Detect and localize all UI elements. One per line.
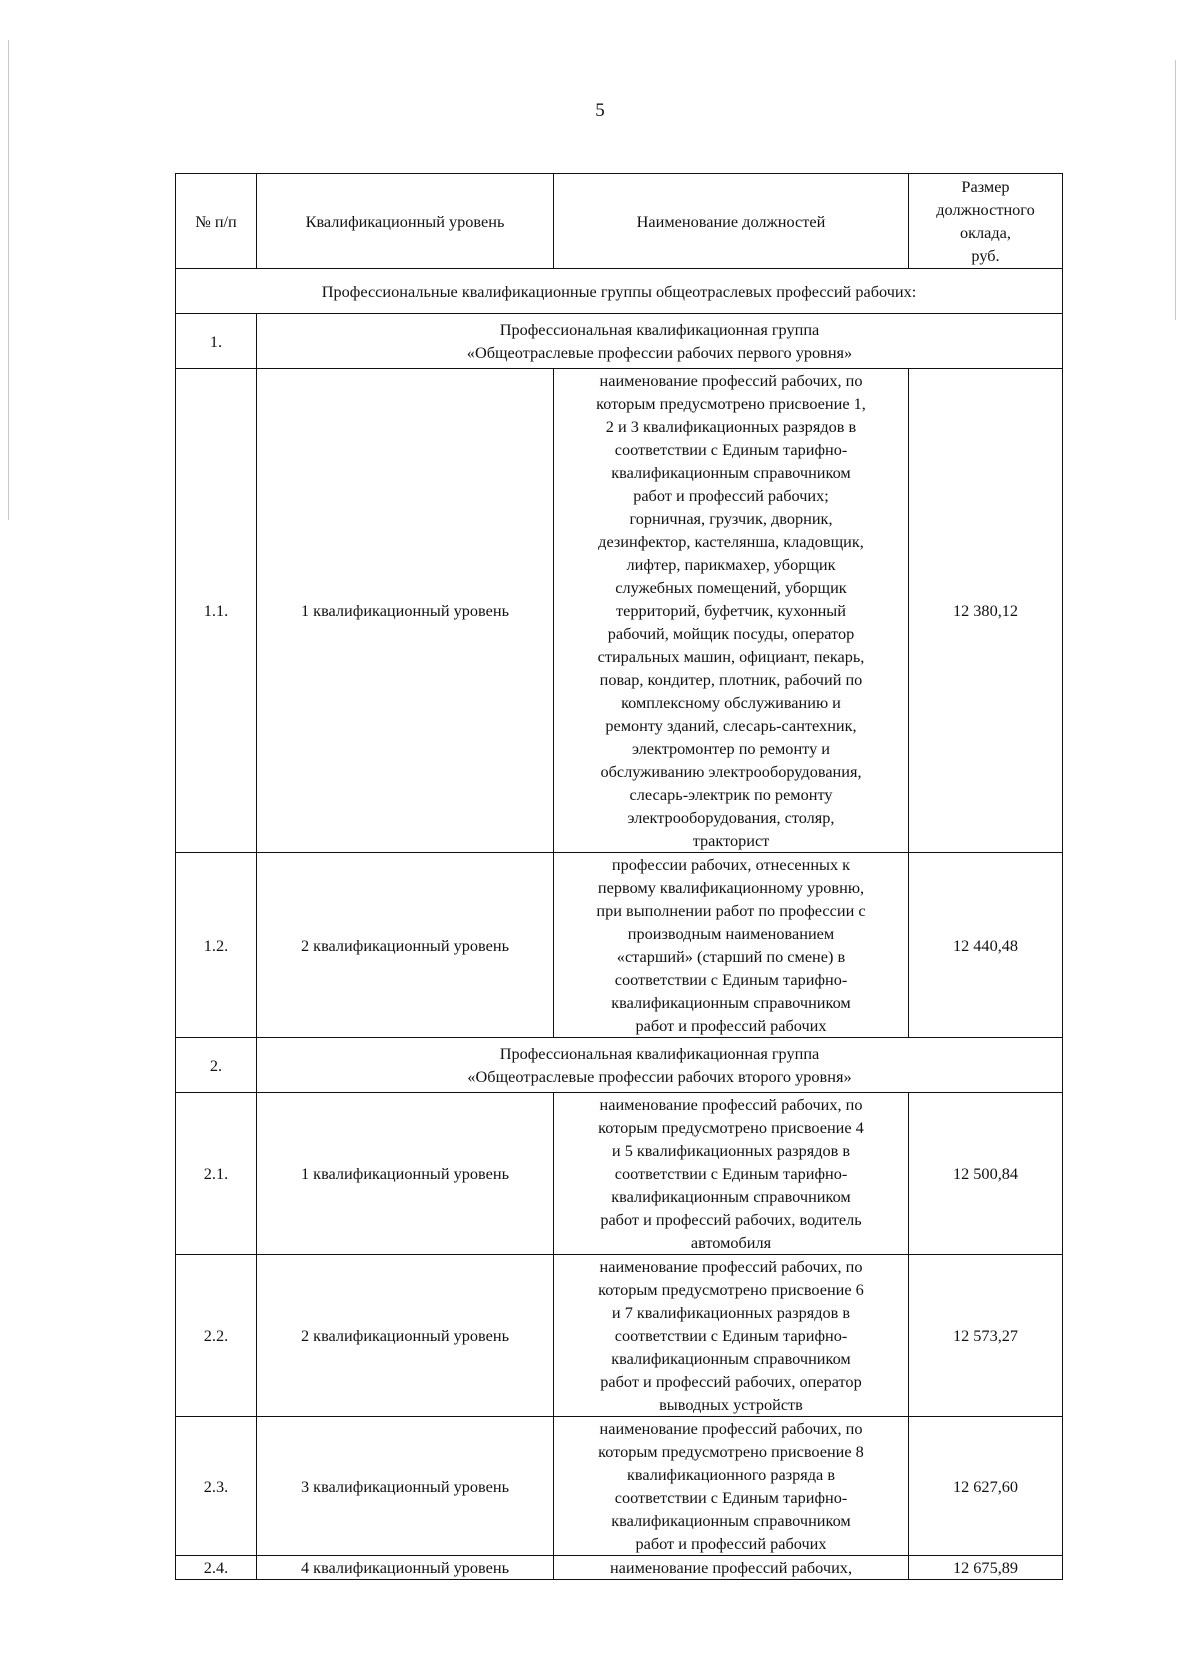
row-num: 2.3.	[176, 1417, 257, 1556]
row-positions: наименование профессий рабочих, по которым предусмотрено присвоение 8 квалификационного разряда в соответствии с Единым тарифно- квалификационным справочником работ и профессий рабочих	[554, 1417, 909, 1556]
row-num: 1.1.	[176, 369, 257, 853]
section-title: Профессиональные квалификационные группы общеотраслевых профессий рабочих:	[176, 269, 1063, 314]
table-row	[176, 369, 1063, 853]
group-title: Профессиональная квалификационная группа «Общеотраслевые профессии рабочих первого уровня»	[257, 314, 1063, 369]
row-level: 1 квалификационный уровень	[257, 1093, 554, 1255]
row-num: 1.2.	[176, 853, 257, 1038]
header-num: № п/п	[176, 174, 257, 269]
salary-table	[175, 173, 1063, 1580]
table-row	[176, 853, 1063, 1038]
row-level: 3 квалификационный уровень	[257, 1417, 554, 1556]
table-header-row	[176, 174, 1063, 269]
row-salary: 12 500,84	[909, 1093, 1063, 1255]
group-title: Профессиональная квалификационная группа «Общеотраслевые профессии рабочих второго уровня»	[257, 1038, 1063, 1093]
row-positions: наименование профессий рабочих,	[554, 1556, 909, 1580]
row-salary: 12 380,12	[909, 369, 1063, 853]
page-number: 5	[595, 100, 605, 121]
row-level: 1 квалификационный уровень	[257, 369, 554, 853]
section-row	[176, 269, 1063, 314]
row-positions: профессии рабочих, отнесенных к первому квалификационному уровню, при выполнении работ по профессии с производным наименованием «старший» (старший по смене) в соответствии с Единым тарифно- квалификационным справочником работ и профессий рабочих	[554, 853, 909, 1038]
group-num: 1.	[176, 314, 257, 369]
row-level: 2 квалификационный уровень	[257, 1255, 554, 1417]
row-positions: наименование профессий рабочих, по которым предусмотрено присвоение 6 и 7 квалификационных разрядов в соответствии с Единым тарифно- квалификационным справочником работ и профессий рабочих, оператор выводных устройств	[554, 1255, 909, 1417]
row-num: 2.2.	[176, 1255, 257, 1417]
header-salary: Размер должностного оклада, руб.	[909, 174, 1063, 269]
row-salary: 12 573,27	[909, 1255, 1063, 1417]
group-row	[176, 1038, 1063, 1093]
row-level: 2 квалификационный уровень	[257, 853, 554, 1038]
row-positions: наименование профессий рабочих, по которым предусмотрено присвоение 1, 2 и 3 квалификационных разрядов в соответствии с Единым тарифно- квалификационным справочником работ и профессий рабочих; горничная, грузчик, дворник, дезинфектор, кастелянша, кладовщик, лифтер, парикмахер, уборщик служебных помещений, уборщик территорий, буфетчик, кухонный рабочий, мойщик посуды, оператор стиральных машин, официант, пекарь, повар, кондитер, плотник, рабочий по комплексному обслуживанию и ремонту зданий, слесарь-сантехник, электромонтер по ремонту и обслуживанию электрооборудования, слесарь-электрик по ремонту электрооборудования, столяр, тракторист	[554, 369, 909, 853]
row-salary: 12 627,60	[909, 1417, 1063, 1556]
group-row	[176, 314, 1063, 369]
table-row	[176, 1417, 1063, 1556]
row-num: 2.1.	[176, 1093, 257, 1255]
row-level: 4 квалификационный уровень	[257, 1556, 554, 1580]
table-row	[176, 1556, 1063, 1580]
table-row	[176, 1255, 1063, 1417]
row-salary: 12 675,89	[909, 1556, 1063, 1580]
table-row	[176, 1093, 1063, 1255]
row-positions: наименование профессий рабочих, по которым предусмотрено присвоение 4 и 5 квалификационных разрядов в соответствии с Единым тарифно- квалификационным справочником работ и профессий рабочих, водитель автомобиля	[554, 1093, 909, 1255]
row-salary: 12 440,48	[909, 853, 1063, 1038]
header-level: Квалификационный уровень	[257, 174, 554, 269]
header-positions: Наименование должностей	[554, 174, 909, 269]
scan-edge-right	[1175, 60, 1176, 320]
row-num: 2.4.	[176, 1556, 257, 1580]
group-num: 2.	[176, 1038, 257, 1093]
